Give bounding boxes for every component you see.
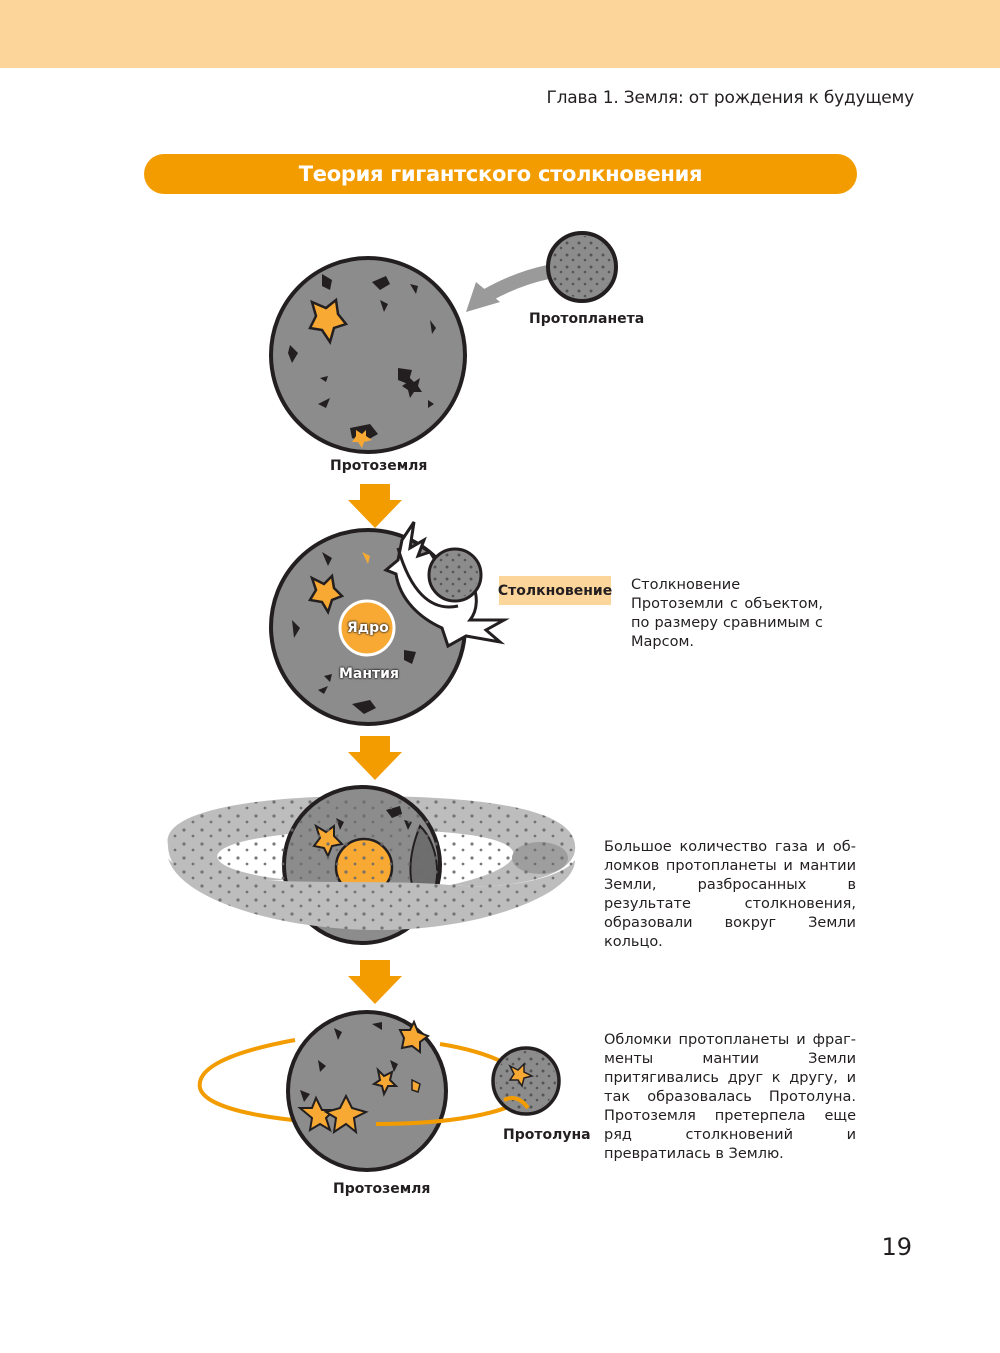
running-head: Глава 1. Земля: от рождения к будущему [546,88,914,108]
desc-ring: Большое количество газа и обломков протопланеты и мантии Земли, разбросанных в результате столкновения, образовали вокруг Земли кольцо. [604,839,856,950]
stage3-debris-ring [168,787,576,943]
label-core: Ядро [347,620,389,636]
stage4-protomoon [200,1012,559,1170]
label-protoplanet: Протопланета [529,311,645,327]
down-arrow-1 [348,484,402,528]
stage1-protoearth [271,258,465,452]
label-collision: Столкновение [499,576,611,605]
down-arrow-2 [348,736,402,780]
label-mantle: Мантия [339,666,399,682]
protoplanet-body [548,233,616,301]
desc-moon: Обломки протопланеты и фрагменты мантии Земли притягивались друг к другу, и так образовалась Протолуна. Протоземля претерпела еще ряд столкновений и превратилась в Землю. [604,1032,856,1162]
page-number: 19 [881,1233,912,1261]
label-protomoon: Протолуна [503,1127,591,1143]
section-title: Теория гигантского столкновения [298,162,703,186]
label-protoearth-top: Протоземля [330,458,428,474]
label-protoearth-bottom: Протоземля [333,1181,431,1197]
down-arrow-3 [348,960,402,1004]
desc-collision: Столкновение Протоземли с объектом, по размеру сравнимым с Марсом. [631,577,823,650]
arrow-impact [466,272,548,312]
